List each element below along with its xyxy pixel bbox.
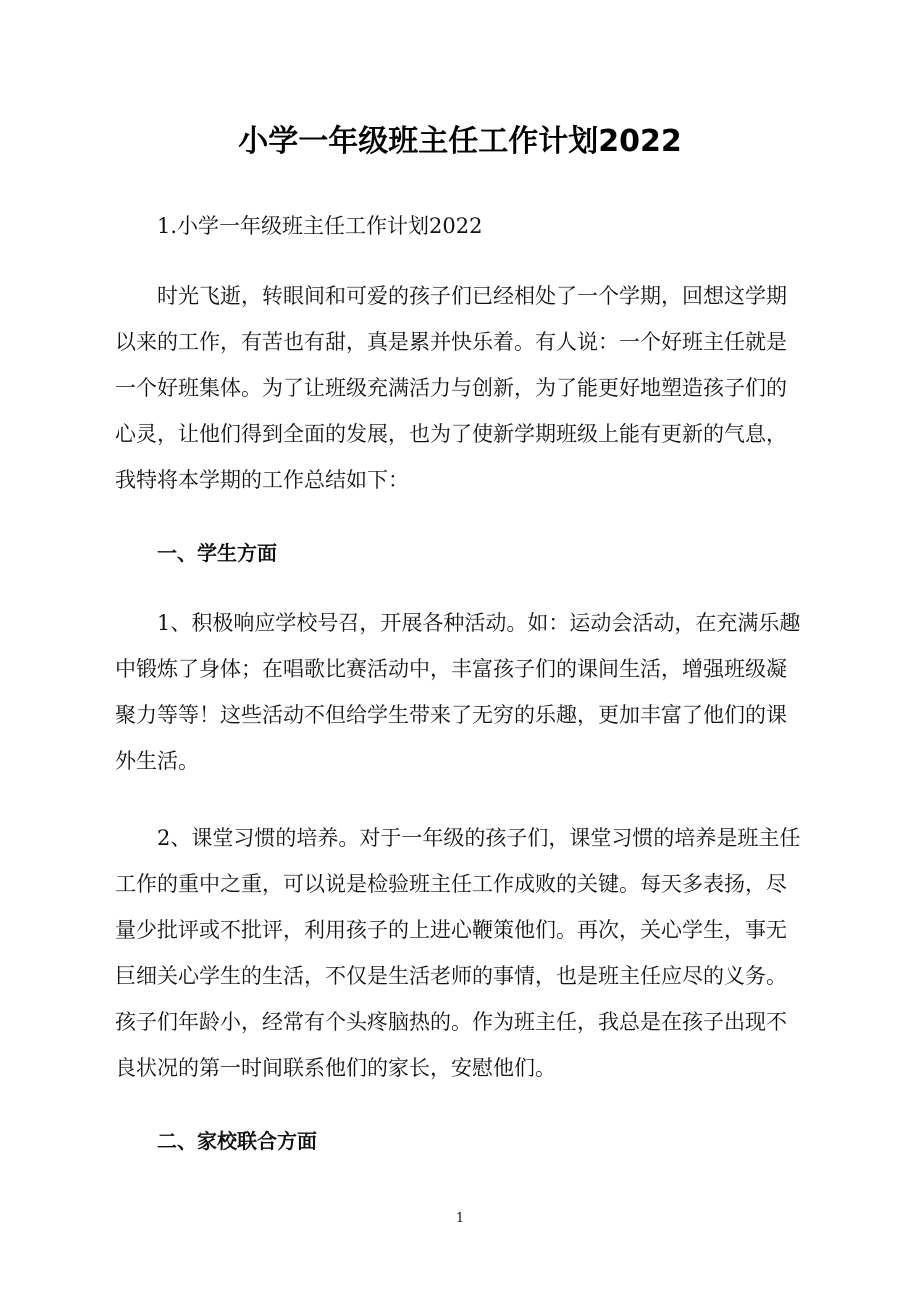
subtitle-text: 1.小学一年级班主任工作计划2022 (157, 214, 483, 238)
section1-item2-paragraph (115, 815, 805, 1091)
section1-item1-paragraph (115, 600, 805, 784)
section1-heading-text: 一、学生方面 (157, 541, 277, 565)
section2-heading-text: 二、家校联合方面 (157, 1129, 317, 1153)
section1-item1-text: 1、积极响应学校号召，开展各种活动。如：运动会活动，在充满乐趣中锻炼了身体；在唱歌比赛活动中，丰富孩子们的课间生活，增强班级凝聚力等等！这些活动不但给学生带来了无穷的乐趣，更加丰富了他们的课外生活。 (115, 611, 801, 773)
document-title: 小学一年级班主任工作计划2022 (238, 124, 682, 159)
section1-item2-text: 2、课堂习惯的培养。对于一年级的孩子们，课堂习惯的培养是班主任工作的重中之重，可以说是检验班主任工作成败的关键。每天多表扬，尽量少批评或不批评，利用孩子的上进心鞭策他们。再次，关心学生，事无巨细关心学生的生活，不仅是生活老师的事情，也是班主任应尽的义务。孩子们年龄小，经常有个头疼脑热的。作为班主任，我总是在孩子出现不良状况的第一时间联系他们的家长，安慰他们。 (115, 826, 801, 1080)
page-number: 1 (455, 1211, 465, 1226)
intro-paragraph (115, 273, 805, 503)
section1-heading (115, 538, 805, 568)
subtitle-heading (115, 211, 805, 241)
section2-heading (115, 1126, 805, 1156)
intro-text: 时光飞逝，转眼间和可爱的孩子们已经相处了一个学期，回想这学期以来的工作，有苦也有甜，真是累并快乐着。有人说：一个好班主任就是一个好班集体。为了让班级充满活力与创新，为了能更好地塑造孩子们的心灵，让他们得到全面的发展，也为了使新学期班级上能有更新的气息，我特将本学期的工作总结如下： (115, 284, 787, 492)
